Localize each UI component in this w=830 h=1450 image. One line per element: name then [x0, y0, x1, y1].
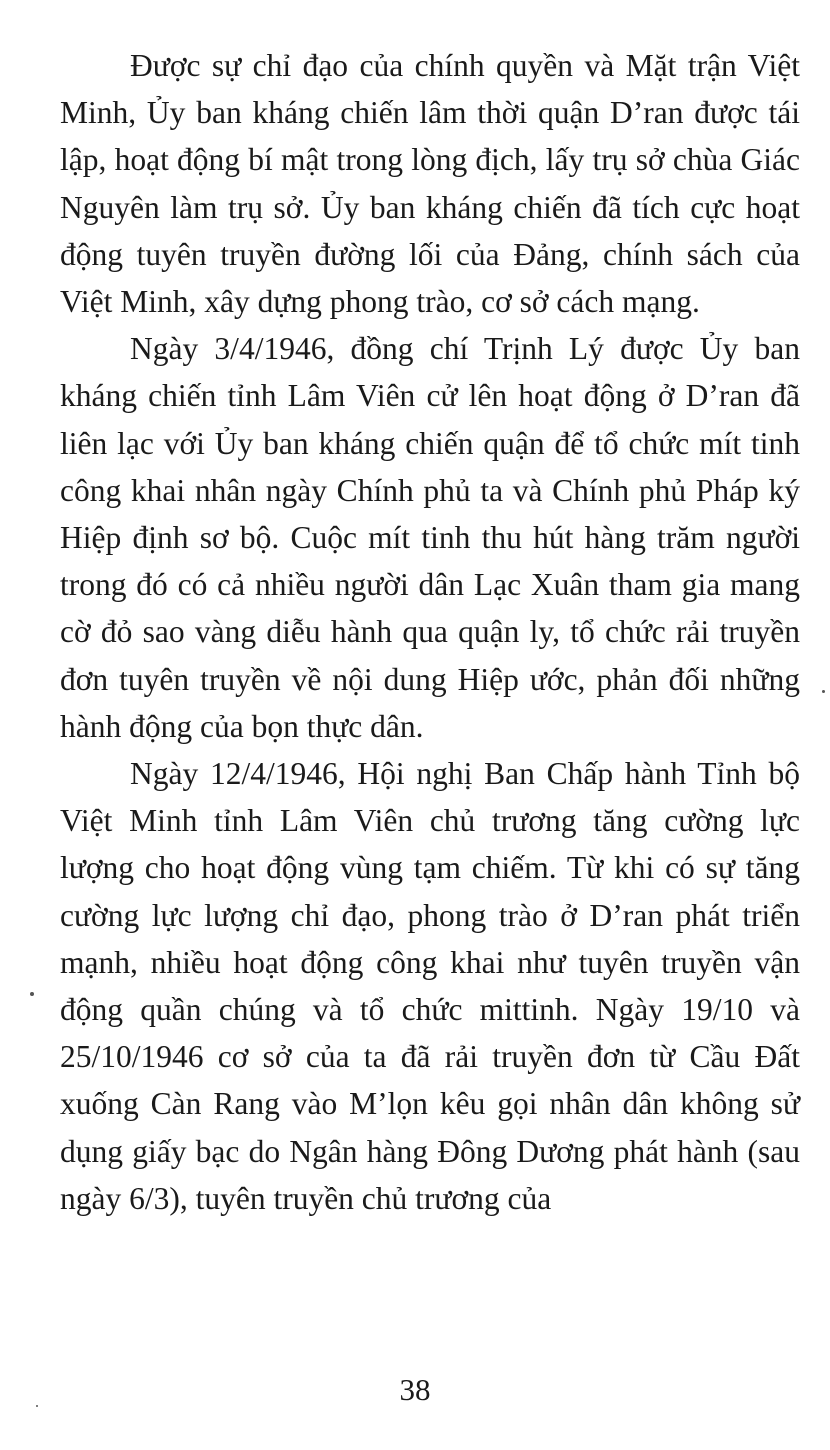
- scan-speck: [36, 1405, 38, 1407]
- paragraph-1: Được sự chỉ đạo của chính quyền và Mặt trận Việt Minh, Ủy ban kháng chiến lâm thời quận D’ran được tái lập, hoạt động bí mật trong lòng địch, lấy trụ sở chùa Giác Nguyên làm trụ sở. Ủy ban kháng chiến đã tích cực hoạt động tuyên truyền đường lối của Đảng, chính sách của Việt Minh, xây dựng phong trào, cơ sở cách mạng.: [60, 48, 800, 320]
- scan-speck: [822, 690, 825, 693]
- paragraph-3: Ngày 12/4/1946, Hội nghị Ban Chấp hành Tỉnh bộ Việt Minh tỉnh Lâm Viên chủ trương tăng cường lực lượng cho hoạt động vùng tạm chiếm. Từ khi có sự tăng cường lực lượng chỉ đạo, phong trào ở D’ran phát triển mạnh, nhiều hoạt động công khai như tuyên truyền vận động quần chúng và tổ chức mittinh. Ngày 19/10 và 25/10/1946 cơ sở của ta đã rải truyền đơn từ Cầu Đất xuống Càn Rang vào M’lọn kêu gọi nhân dân không sử dụng giấy bạc do Ngân hàng Đông Dương phát hành (sau ngày 6/3), tuyên truyền chủ trương của: [60, 756, 800, 1216]
- paragraph-2: Ngày 3/4/1946, đồng chí Trịnh Lý được Ủy ban kháng chiến tỉnh Lâm Viên cử lên hoạt động ở D’ran đã liên lạc với Ủy ban kháng chiến quận để tổ chức mít tinh công khai nhân ngày Chính phủ ta và Chính phủ Pháp ký Hiệp định sơ bộ. Cuộc mít tinh thu hút hàng trăm người trong đó có cả nhiều người dân Lạc Xuân tham gia mang cờ đỏ sao vàng diễu hành qua quận ly, tổ chức rải truyền đơn tuyên truyền về nội dung Hiệp ước, phản đối những hành động của bọn thực dân.: [60, 331, 800, 744]
- page-number: 38: [399, 1372, 431, 1407]
- page-body: [60, 42, 800, 1222]
- scan-speck: [30, 992, 34, 996]
